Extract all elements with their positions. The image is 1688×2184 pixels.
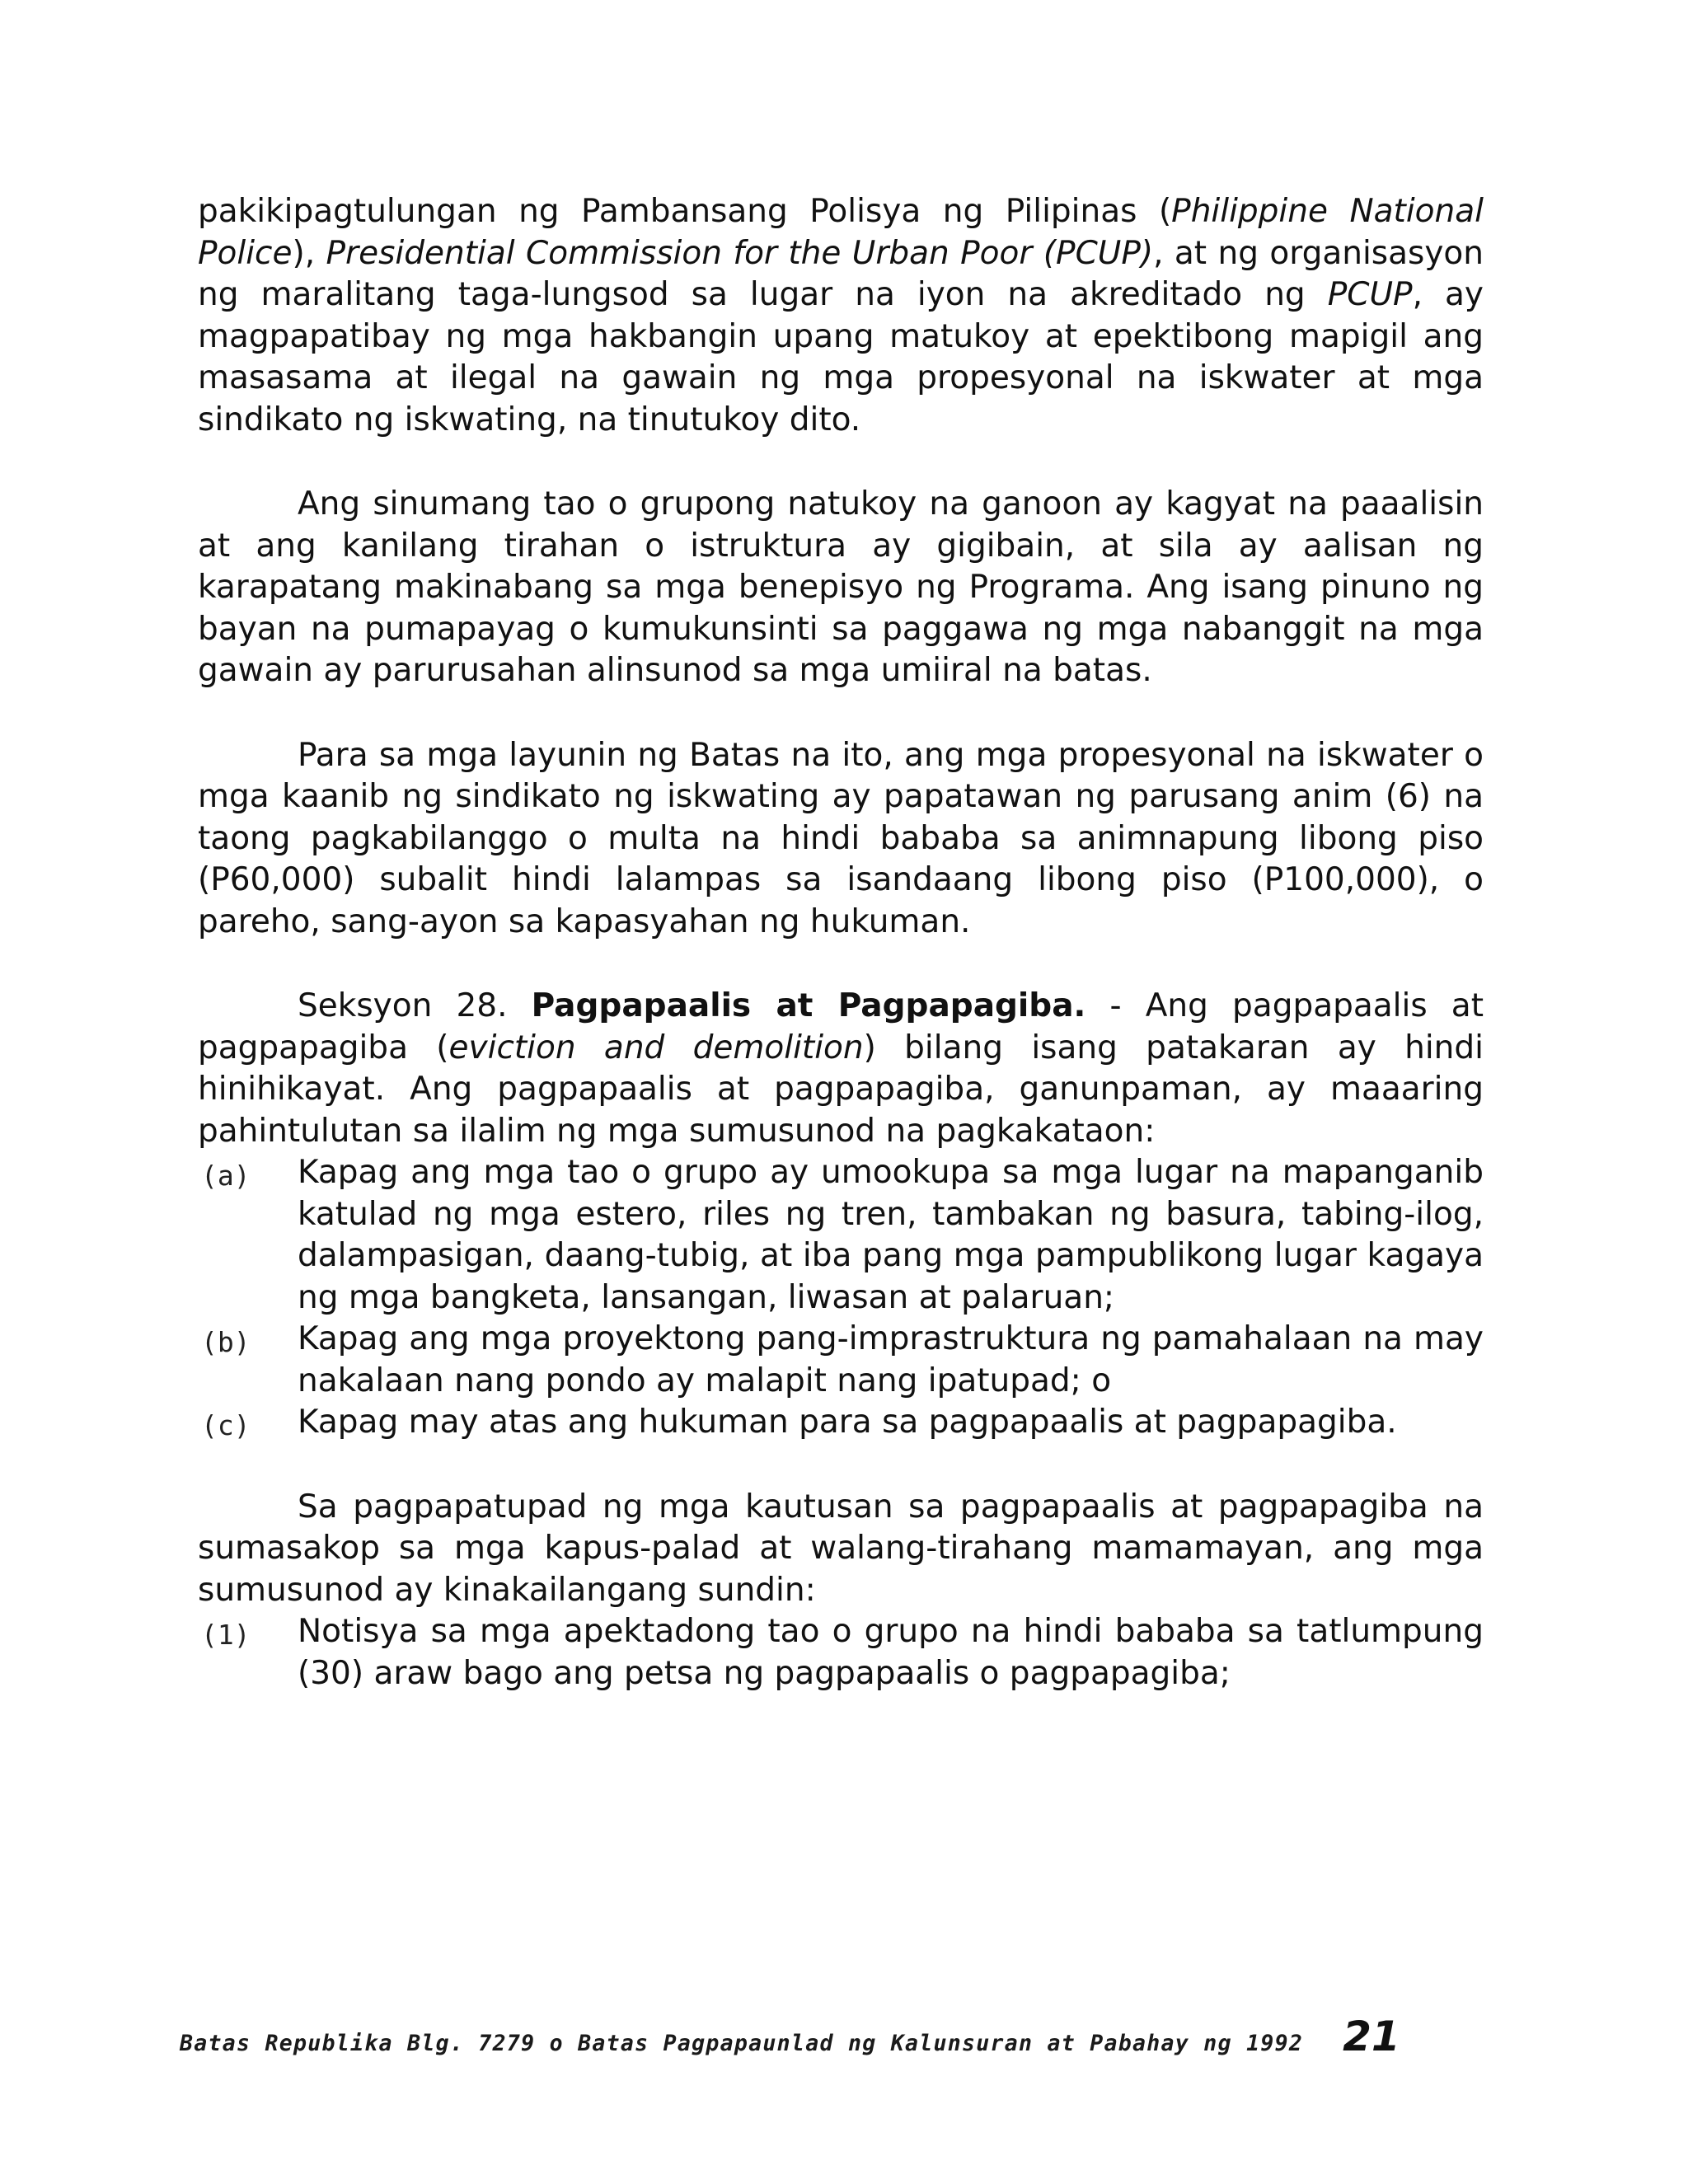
list-item xyxy=(198,1152,1484,1319)
list-item-text: Notisya sa mga apektadong tao o grupo na hindi bababa sa tatlumpung (30) araw bago ang petsa ng pagpapaalis o pagpapagiba; xyxy=(298,1613,1484,1692)
paragraph-penalty-officials: Ang sinumang tao o grupong natukoy na ganoon ay kagyat na paaalisin at ang kanilang tirahan o istruktura ay gigibain, at sila ay aalisan ng karapatang makinabang sa mga benepisyo ng Programa. Ang isang pinuno ng bayan na pumapayag o kumukunsinti sa paggawa ng mga nabanggit na mga gawain ay parurusahan alinsunod sa mga umiiral na batas. xyxy=(198,485,1484,689)
italic-term: PCUP xyxy=(1327,276,1413,313)
list-label: (1) xyxy=(201,1619,251,1651)
list-label: (a) xyxy=(201,1160,251,1192)
italic-term: Philippine National Police xyxy=(198,193,1484,272)
footer-title: Batas Republika Blg. 7279 o Batas Pagpapaunlad ng Kalunsuran at Pabahay ng 1992 xyxy=(180,2031,1304,2056)
text-run: , ay magpapatibay ng mga hakbangin upang matukoy at epektibong mapigil ang masasama at ilegal na gawain ng mga propesyonal na iskwater at mga sindikato ng iskwating, na tinutukoy dito. xyxy=(198,276,1484,438)
paragraph-penalty-squatters: Para sa mga layunin ng Batas na ito, ang mga propesyonal na iskwater o mga kaanib ng sindikato ng iskwating ay papatawan ng parusang anim (6) na taong pagkabilanggo o multa na hindi bababa sa animnapung libong piso (P60,000) subalit hindi lalampas sa isandaang libong piso (P100,000), o pareho, sang-ayon sa kapasyahan ng hukuman. xyxy=(198,736,1484,940)
list-item xyxy=(198,1402,1484,1444)
paragraph-continuation xyxy=(198,191,1484,441)
list-item-text: Kapag ang mga proyektong pang-imprastruktura ng pamahalaan na may nakalaan nang pondo ay malapit nang ipatupad; o xyxy=(298,1320,1484,1399)
italic-term: eviction and demolition xyxy=(448,1029,864,1066)
paragraph-requirements-intro: Sa pagpapatupad ng mga kautusan sa pagpapaalis at pagpapagiba na sumasakop sa mga kapus-palad at walang-tirahang mamamayan, ang mga sumusunod ay kinakailangang sundin: xyxy=(198,1488,1484,1609)
list-item-text: Kapag may atas ang hukuman para sa pagpapaalis at pagpapagiba. xyxy=(298,1404,1397,1441)
text-run: - Ang pagpapaalis at pagpapagiba ( xyxy=(198,987,1484,1066)
list-item xyxy=(198,1319,1484,1402)
text-run: , at ng organisasyon ng maralitang taga-lungsod sa lugar na iyon na akreditado ng xyxy=(198,234,1484,313)
text-run: ), xyxy=(292,234,326,272)
list-label: (c) xyxy=(201,1409,251,1441)
page-footer xyxy=(180,2013,1449,2060)
body-text xyxy=(198,191,1484,1694)
italic-term: Presidential Commission for the Urban Poor (PCUP) xyxy=(326,234,1154,272)
page-number: 21 xyxy=(1343,2013,1400,2060)
section-28-paragraph xyxy=(198,986,1484,1152)
list-item xyxy=(198,1611,1484,1694)
text-run: pakikipagtulungan ng Pambansang Polisya ng Pilipinas ( xyxy=(198,193,1172,230)
list-label: (b) xyxy=(201,1326,251,1358)
list-item-text: Kapag ang mga tao o grupo ay umookupa sa mga lugar na mapanganib katulad ng mga estero, riles ng tren, tambakan ng basura, tabing-ilog, dalampasigan, daang-tubig, at iba pang mga pampublikong lugar kagaya ng mga bangketa, lansangan, liwasan at palaruan; xyxy=(298,1154,1484,1316)
text-run: Seksyon 28. xyxy=(298,987,532,1024)
text-run: ) bilang isang patakaran ay hindi hinihikayat. Ang pagpapaalis at pagpapagiba, ganunpaman, ay maaaring pahintulutan sa ilalim ng mga sumusunod na pagkakataon: xyxy=(198,1029,1484,1150)
section-heading: Pagpapaalis at Pagpapagiba. xyxy=(531,987,1086,1024)
